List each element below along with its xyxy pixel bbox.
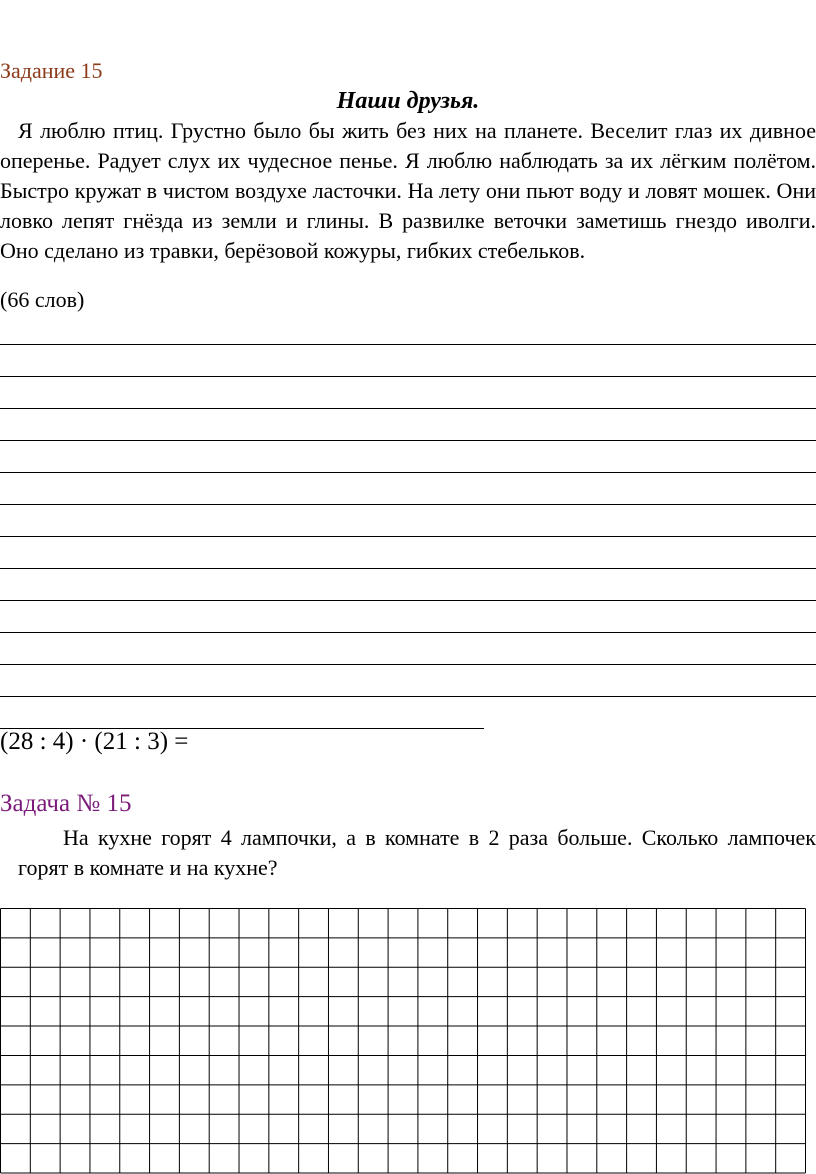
writing-line[interactable] xyxy=(0,696,816,697)
answer-grid[interactable] xyxy=(0,908,808,1174)
word-count: (66 слов) xyxy=(0,287,85,312)
math-expression: (28 : 4) · (21 : 3) = xyxy=(0,728,189,755)
writing-line[interactable] xyxy=(0,408,816,409)
writing-line[interactable] xyxy=(0,504,816,505)
writing-line[interactable] xyxy=(0,536,816,537)
writing-line[interactable] xyxy=(0,440,816,441)
problem-text: На кухне горят 4 лампочки, а в комнате в 2 раза больше. Сколько лампочек горят в комнате и на кухне? xyxy=(18,825,816,880)
writing-line[interactable] xyxy=(0,344,816,345)
writing-line[interactable] xyxy=(0,568,816,569)
problem-heading: Задача № 15 xyxy=(0,790,132,817)
writing-line[interactable] xyxy=(0,600,816,601)
writing-line[interactable] xyxy=(0,632,816,633)
writing-line[interactable] xyxy=(0,664,816,665)
writing-line[interactable] xyxy=(0,472,816,473)
task-heading: Задание 15 xyxy=(0,58,103,83)
writing-line[interactable] xyxy=(0,376,816,377)
dictation-title: Наши друзья. xyxy=(336,88,480,114)
dictation-text: Я люблю птиц. Грустно было бы жить без них на планете. Веселит глаз их дивное оперенье. Радует слух их чудесное пенье. Я люблю наблюдать за их лёгким полётом. Быстро кружат в чистом воздухе ласточки. На лету они пьют воду и ловят мошек. Они ловко лепят гнёзда из земли и глины. В развилке веточки заметишь гнездо иволги. Оно сделано из травки, берёзовой кожуры, гибких стебельков. xyxy=(0,118,816,263)
